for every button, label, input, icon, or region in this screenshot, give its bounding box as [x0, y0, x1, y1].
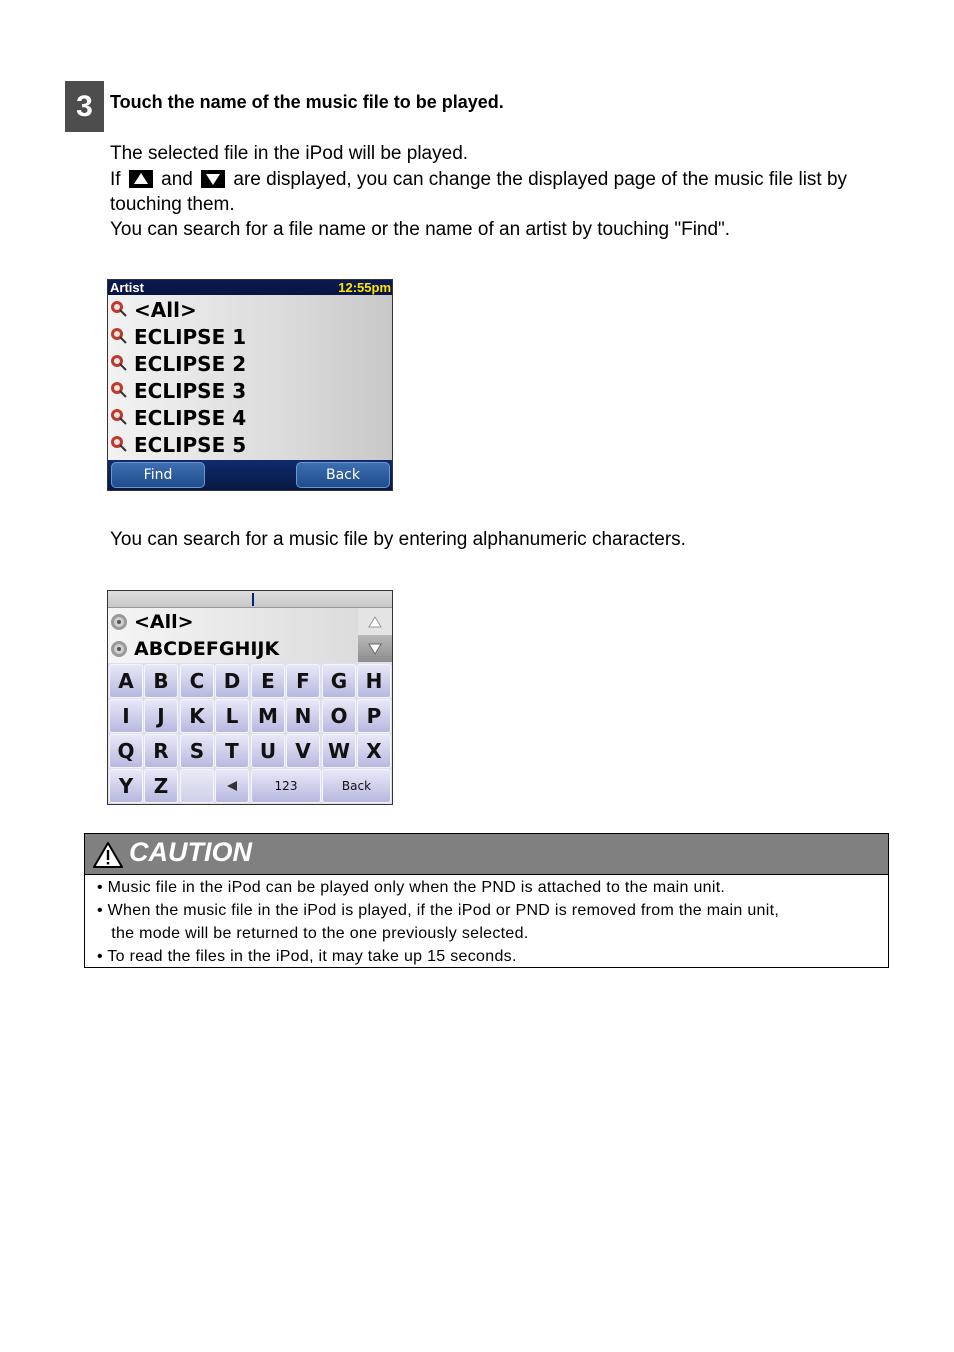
- screen-header: [108, 280, 392, 295]
- key-m[interactable]: M: [251, 699, 285, 733]
- numbers-button[interactable]: 123: [251, 769, 321, 803]
- search-input[interactable]: [108, 591, 392, 608]
- artist-icon: [110, 435, 128, 453]
- artist-icon: [110, 354, 128, 372]
- key-f[interactable]: F: [286, 664, 320, 698]
- key-w[interactable]: W: [322, 734, 356, 768]
- step-title: Touch the name of the music file to be played.: [110, 92, 504, 112]
- on-screen-keyboard: [108, 663, 392, 804]
- list-item-label: ECLIPSE 2: [134, 352, 247, 376]
- triangle-down-icon: [368, 643, 382, 655]
- key-y[interactable]: Y: [109, 769, 143, 803]
- key-s[interactable]: S: [180, 734, 214, 768]
- list-item[interactable]: [108, 296, 392, 323]
- body-line-3: touching them.: [110, 194, 235, 215]
- find-button[interactable]: Find: [111, 462, 205, 488]
- list-item[interactable]: [108, 431, 392, 458]
- list-item[interactable]: [108, 323, 392, 350]
- key-o[interactable]: O: [322, 699, 356, 733]
- scroll-up-button[interactable]: [358, 608, 392, 635]
- step-number: 3: [65, 81, 104, 132]
- key-z[interactable]: Z: [144, 769, 178, 803]
- artist-icon: [110, 381, 128, 399]
- key-b[interactable]: B: [144, 664, 178, 698]
- key-c[interactable]: C: [180, 664, 214, 698]
- keyboard-search-screen: [107, 590, 393, 805]
- list-item[interactable]: [108, 377, 392, 404]
- key-g[interactable]: G: [322, 664, 356, 698]
- down-arrow-icon: [201, 170, 225, 188]
- caution-item: • When the music file in the iPod is played, if the iPod or PND is removed from the main unit,: [97, 902, 780, 919]
- list-item-label: ECLIPSE 1: [134, 325, 247, 349]
- key-p[interactable]: P: [357, 699, 391, 733]
- warning-icon: [92, 841, 124, 869]
- arrow-left-icon: [226, 780, 238, 792]
- disc-icon: [110, 613, 128, 631]
- back-button[interactable]: Back: [322, 769, 391, 803]
- body-line-1: The selected file in the iPod will be played.: [110, 143, 469, 164]
- caution-item: • To read the files in the iPod, it may take up 15 seconds.: [97, 948, 517, 965]
- key-k[interactable]: K: [180, 699, 214, 733]
- list-item-label: <All>: [134, 611, 194, 633]
- key-u[interactable]: U: [251, 734, 285, 768]
- artist-list: [108, 295, 392, 460]
- search-description: You can search for a music file by entering alphanumeric characters.: [110, 529, 686, 550]
- body-rest: are displayed, you can change the displayed page of the music file list by: [233, 169, 848, 190]
- body-if: If: [110, 169, 121, 190]
- list-item-label: ECLIPSE 4: [134, 406, 247, 430]
- key-t[interactable]: T: [215, 734, 249, 768]
- clock: 12:55pm: [338, 280, 391, 295]
- body-and: and: [161, 169, 193, 190]
- list-item[interactable]: [108, 608, 358, 635]
- caution-box: [84, 833, 889, 968]
- result-list: [108, 608, 358, 663]
- triangle-up-icon: [368, 616, 382, 628]
- text-cursor: [252, 593, 254, 606]
- list-item-label: ABCDEFGHIJK: [134, 638, 280, 660]
- key-blank: [180, 769, 214, 803]
- screen-footer: [108, 460, 392, 490]
- key-l[interactable]: L: [215, 699, 249, 733]
- up-arrow-icon: [129, 170, 153, 188]
- list-item[interactable]: [108, 350, 392, 377]
- scroll-down-button[interactable]: [358, 635, 392, 662]
- key-d[interactable]: D: [215, 664, 249, 698]
- screen-title: Artist: [110, 280, 144, 295]
- caution-header: [85, 834, 888, 875]
- key-r[interactable]: R: [144, 734, 178, 768]
- key-q[interactable]: Q: [109, 734, 143, 768]
- back-button[interactable]: Back: [296, 462, 390, 488]
- caution-item: • Music file in the iPod can be played only when the PND is attached to the main unit.: [97, 879, 726, 896]
- backspace-button[interactable]: [215, 769, 249, 803]
- caution-title: CAUTION: [129, 837, 252, 867]
- artist-icon: [110, 327, 128, 345]
- key-i[interactable]: I: [109, 699, 143, 733]
- key-e[interactable]: E: [251, 664, 285, 698]
- body-line-4: You can search for a file name or the name of an artist by touching "Find".: [110, 219, 731, 240]
- list-item[interactable]: [108, 404, 392, 431]
- key-n[interactable]: N: [286, 699, 320, 733]
- artist-icon: [110, 300, 128, 318]
- caution-item: the mode will be returned to the one previously selected.: [97, 925, 529, 942]
- list-item[interactable]: [108, 635, 358, 662]
- list-item-label: ECLIPSE 3: [134, 379, 247, 403]
- key-x[interactable]: X: [357, 734, 391, 768]
- key-h[interactable]: H: [357, 664, 391, 698]
- key-v[interactable]: V: [286, 734, 320, 768]
- artist-icon: [110, 408, 128, 426]
- key-j[interactable]: J: [144, 699, 178, 733]
- key-a[interactable]: A: [109, 664, 143, 698]
- body-line-2: [110, 167, 847, 192]
- caution-list: [97, 876, 779, 968]
- list-item-label: <All>: [134, 298, 197, 322]
- list-item-label: ECLIPSE 5: [134, 433, 247, 457]
- disc-icon: [110, 640, 128, 658]
- artist-list-screen: [107, 279, 393, 491]
